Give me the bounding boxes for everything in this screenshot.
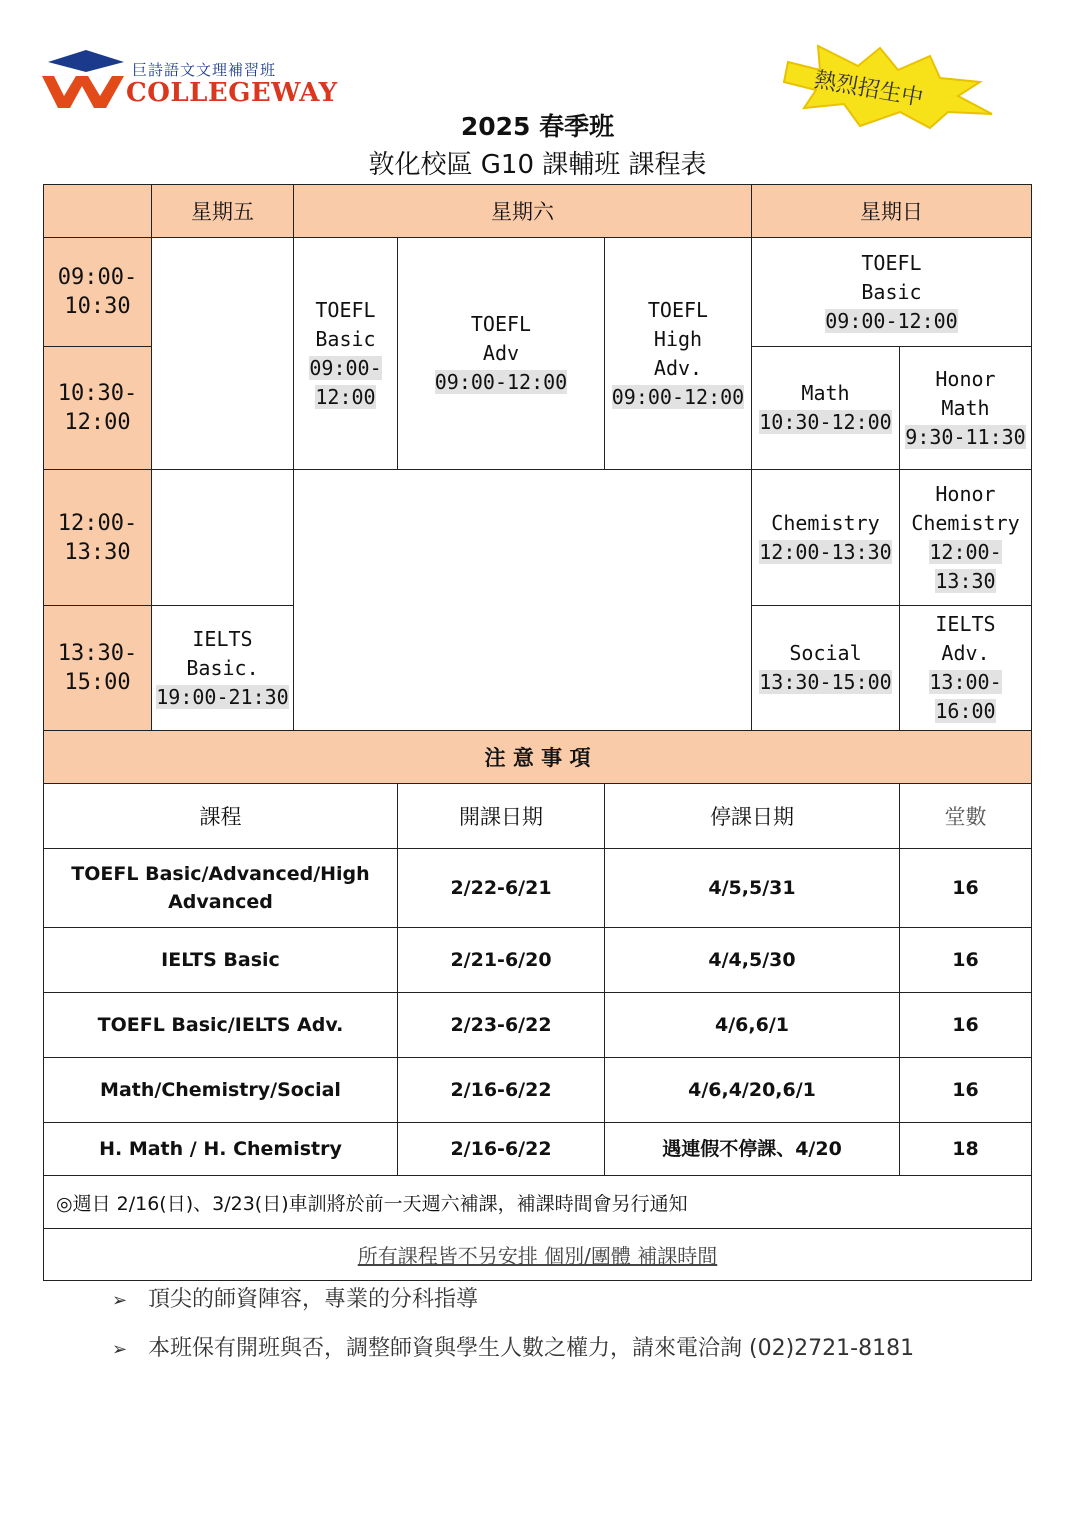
class-time: 09:00-12:00 [611, 384, 745, 409]
arrow-icon: ➢ [112, 1339, 128, 1360]
time-slot-2 [43, 346, 152, 470]
class-name: IELTS [192, 626, 253, 651]
table-row-count: 16 [899, 992, 1032, 1058]
schedule-table [43, 184, 1032, 1281]
bullet-text: 本班保有開班與否，調整師資與學生人數之權力，請來電洽詢 (02)2721-8181 [148, 1336, 915, 1361]
course-line-1: TOEFL Basic/Advanced/High [71, 863, 370, 885]
header-sunday: 星期日 [751, 184, 1032, 238]
table-row-course: Math/Chemistry/Social [43, 1057, 398, 1123]
time-slot-4-end: 15:00 [64, 670, 131, 695]
class-time: 19:00-21:30 [156, 684, 289, 709]
table-row-count: 16 [899, 1057, 1032, 1123]
time-slot-3-start: 12:00- [57, 510, 138, 536]
table-row-course: IELTS Basic [43, 927, 398, 993]
header-corner [43, 184, 152, 238]
table-row-count: 16 [899, 848, 1032, 928]
class-name: Social [789, 641, 862, 665]
table-row-start: 2/16-6/22 [397, 1122, 605, 1176]
class-subject: Chemistry [911, 510, 1020, 535]
class-level: Basic [861, 279, 922, 304]
class-name: TOEFL [861, 250, 922, 275]
class-time: 13:30-15:00 [759, 670, 892, 694]
header-friday: 星期五 [151, 184, 294, 238]
notes-title: 注 意 事 項 [43, 730, 1032, 784]
table-row-course: H. Math / H. Chemistry [43, 1122, 398, 1176]
saturday-afternoon-empty [293, 469, 752, 731]
class-time-start: 09:00- [309, 355, 382, 380]
collegeway-logo [40, 50, 340, 114]
notes-header-off: 停課日期 [604, 783, 900, 849]
table-row-off: 4/6,6/1 [604, 992, 900, 1058]
class-time: 09:00-12:00 [825, 308, 958, 333]
bullet-text: 頂尖的師資陣容，專業的分科指導 [148, 1287, 479, 1312]
logo-subtitle: 巨詩語文文理補習班 [132, 61, 277, 79]
table-row-count: 16 [899, 927, 1032, 993]
table-row-start: 2/23-6/22 [397, 992, 605, 1058]
class-name: TOEFL [470, 312, 532, 336]
class-sunday-honor-chemistry [899, 469, 1032, 606]
class-time-end: 13:30 [935, 568, 996, 593]
friday-noon-empty [151, 469, 294, 606]
class-time: 13:00-16:00 [929, 670, 1002, 723]
table-row-course [43, 848, 398, 928]
class-friday-ielts-basic [151, 605, 294, 731]
class-level: Basic [315, 326, 376, 351]
class-time: 12:00-13:30 [759, 539, 892, 564]
notes-header-start: 開課日期 [397, 783, 605, 849]
table-row-off: 4/5,5/31 [604, 848, 900, 928]
table-row-start: 2/21-6/20 [397, 927, 605, 993]
class-name: TOEFL [647, 297, 709, 322]
class-name: Honor [935, 481, 996, 506]
header-saturday: 星期六 [293, 184, 752, 238]
class-sunday-ielts-adv [899, 605, 1032, 731]
class-saturday-toefl-high-adv [604, 237, 752, 470]
class-time-end: 12:00 [315, 384, 376, 409]
class-level: Adv. [941, 641, 990, 665]
time-slot-1-end: 10:30 [64, 294, 131, 319]
class-sunday-chemistry [751, 469, 900, 606]
class-level: High [653, 326, 703, 351]
class-level-suffix: Adv. [653, 355, 703, 380]
bullet-teachers [112, 1282, 478, 1313]
class-time-start: 12:00- [929, 539, 1002, 564]
logo-name: COLLEGEWAY [126, 78, 338, 108]
badge-text: 熱烈招生中 [812, 67, 926, 112]
table-row-course: TOEFL Basic/IELTS Adv. [43, 992, 398, 1058]
table-row-start: 2/16-6/22 [397, 1057, 605, 1123]
time-slot-2-start: 10:30- [57, 381, 138, 406]
class-subject: Math [941, 395, 990, 420]
no-makeup-note: 所有課程皆不另安排 個別/團體 補課時間 [43, 1228, 1032, 1281]
class-sunday-honor-math [899, 346, 1032, 470]
class-time: 9:30-11:30 [905, 424, 1026, 449]
class-sunday-social [751, 605, 900, 731]
graduation-cap-w-icon [40, 50, 130, 112]
class-sunday-toefl-basic [751, 237, 1032, 347]
class-name: Chemistry [771, 510, 880, 535]
notes-header-count: 堂數 [899, 783, 1032, 849]
page-subtitle: 敦化校區 G10 課輔班 課程表 [368, 150, 707, 180]
class-saturday-toefl-basic [293, 237, 398, 470]
notes-header-course: 課程 [43, 783, 398, 849]
time-slot-1 [43, 237, 152, 347]
class-name: Math [801, 381, 850, 405]
class-name: Honor [935, 366, 996, 391]
time-slot-2-end: 12:00 [64, 410, 131, 435]
class-time: 09:00-12:00 [434, 370, 568, 394]
table-row-count: 18 [899, 1122, 1032, 1176]
time-slot-1-start: 09:00- [57, 265, 138, 290]
table-row-off: 4/4,5/30 [604, 927, 900, 993]
class-name: TOEFL [315, 297, 376, 322]
arrow-icon: ➢ [112, 1290, 128, 1311]
course-line-2: Advanced [168, 891, 273, 913]
table-row-start: 2/22-6/21 [397, 848, 605, 928]
page-title: 2025 春季班 [460, 112, 615, 141]
class-saturday-toefl-adv [397, 237, 605, 470]
time-slot-3-end: 13:30 [64, 539, 131, 565]
class-level: Adv [482, 341, 520, 365]
time-slot-4-start: 13:30- [57, 641, 138, 666]
class-name: IELTS [935, 612, 996, 636]
class-time: 10:30-12:00 [759, 410, 892, 434]
bullet-contact [112, 1331, 914, 1362]
class-sunday-math [751, 346, 900, 470]
friday-morning-empty [151, 237, 294, 470]
table-row-off: 遇連假不停課、4/20 [604, 1122, 900, 1176]
time-slot-3 [43, 469, 152, 606]
time-slot-4 [43, 605, 152, 731]
class-level: Basic. [186, 655, 259, 680]
table-row-off: 4/6,4/20,6/1 [604, 1057, 900, 1123]
makeup-class-note: ◎週日 2/16(日)、3/23(日)車訓將於前一天週六補課，補課時間會另行通知 [43, 1175, 1032, 1229]
